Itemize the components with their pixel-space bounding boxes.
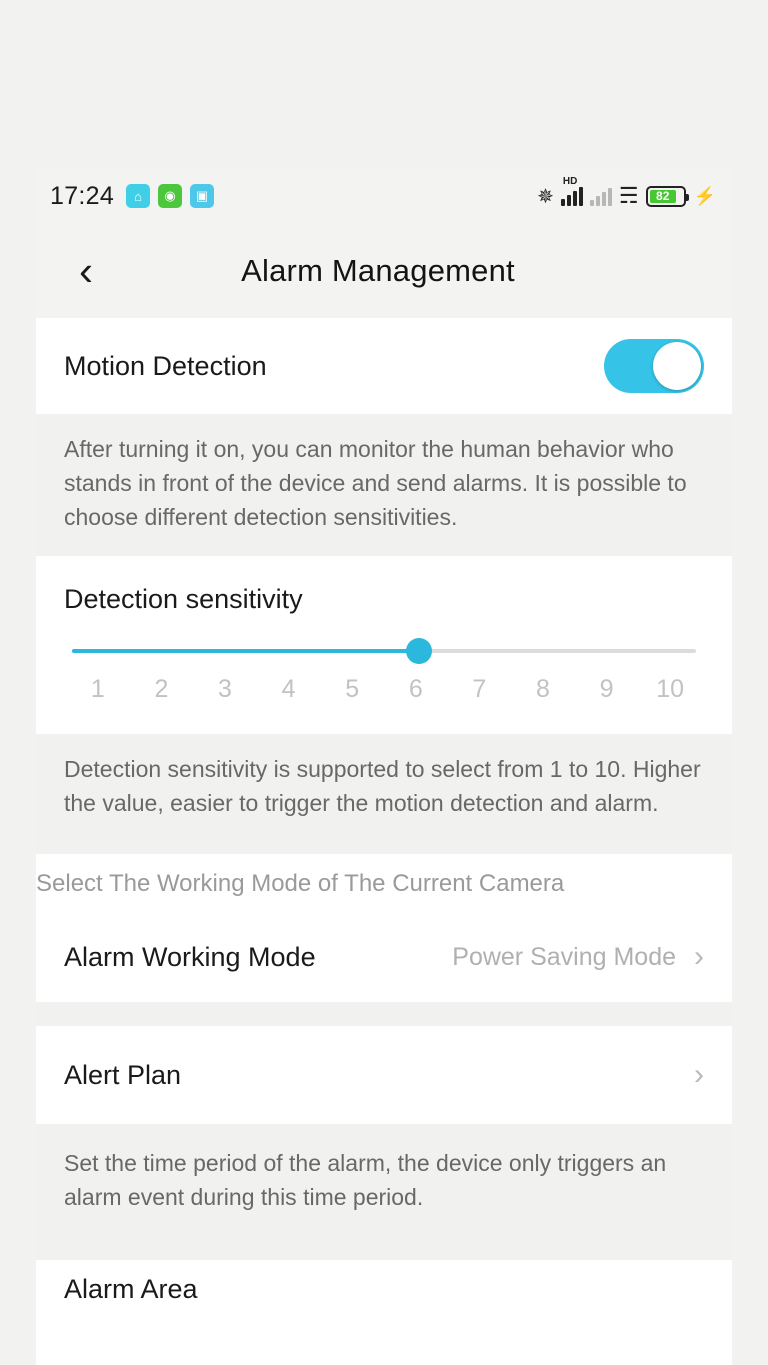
section-gap-2 xyxy=(36,1244,732,1260)
alarm-area-card xyxy=(36,1260,732,1330)
phone-screen xyxy=(36,168,732,1365)
bluetooth-icon: ✵ xyxy=(537,185,554,208)
tick-6[interactable]: 6 xyxy=(408,675,423,703)
blue-app-icon: ▣ xyxy=(190,184,214,208)
alarm-working-mode-value: Power Saving Mode xyxy=(452,942,676,971)
sensitivity-slider[interactable] xyxy=(36,615,732,653)
motion-detection-toggle[interactable] xyxy=(604,339,704,393)
slider-thumb[interactable] xyxy=(406,638,432,664)
toggle-knob xyxy=(653,342,701,390)
alarm-working-mode-label: Alarm Working Mode xyxy=(64,941,316,972)
page-title: Alarm Management xyxy=(241,253,515,288)
green-app-icon: ◉ xyxy=(158,184,182,208)
home-app-icon: ⌂ xyxy=(126,184,150,208)
status-time: 17:24 xyxy=(50,181,115,210)
alert-plan-description xyxy=(36,1124,732,1244)
alert-plan-row[interactable] xyxy=(36,1026,732,1124)
alert-plan-card xyxy=(36,1026,732,1124)
slider-track[interactable] xyxy=(72,649,696,653)
tick-5[interactable]: 5 xyxy=(345,675,360,703)
motion-detection-label: Motion Detection xyxy=(64,350,267,381)
battery-percent: 82 xyxy=(650,190,676,203)
alarm-working-mode-row[interactable] xyxy=(36,912,732,1002)
tick-8[interactable]: 8 xyxy=(536,675,550,703)
detection-sensitivity-title: Detection sensitivity xyxy=(64,584,303,614)
status-right-icons xyxy=(537,176,716,209)
charging-bolt-icon: ⚡ xyxy=(693,185,716,206)
motion-detection-description-text: After turning it on, you can monitor the human behavior who stands in front of the device and send alarms. It is possible to choose different detection sensitivities. xyxy=(64,436,687,530)
tick-1[interactable]: 1 xyxy=(90,675,105,703)
motion-detection-card xyxy=(36,318,732,414)
battery-icon xyxy=(646,186,686,207)
sensitivity-description xyxy=(36,734,732,854)
sensitivity-tick-labels xyxy=(36,653,732,734)
app-header xyxy=(36,224,732,318)
signal-strength-secondary-icon xyxy=(590,186,612,206)
alarm-area-row[interactable] xyxy=(36,1260,732,1330)
working-mode-card xyxy=(36,854,732,1002)
alarm-area-label: Alarm Area xyxy=(64,1274,198,1304)
detection-sensitivity-card xyxy=(36,556,732,734)
chevron-right-icon: › xyxy=(694,1058,704,1091)
tick-10[interactable]: 10 xyxy=(656,675,685,703)
tick-4[interactable]: 4 xyxy=(281,675,296,703)
working-mode-section-note: Select The Working Mode of The Current Camera xyxy=(36,854,732,912)
alert-plan-description-text: Set the time period of the alarm, the device only triggers an alarm event during this time period. xyxy=(64,1150,667,1210)
slider-track-fill xyxy=(72,649,419,653)
tick-9[interactable]: 9 xyxy=(599,675,614,703)
motion-detection-description xyxy=(36,414,732,556)
motion-detection-row[interactable] xyxy=(36,318,732,414)
wifi-icon: ☴ xyxy=(618,183,639,208)
tick-7[interactable]: 7 xyxy=(472,675,487,703)
tick-2[interactable]: 2 xyxy=(154,675,169,703)
signal-strength-icon xyxy=(561,176,583,206)
hd-label: HD xyxy=(562,176,578,187)
alert-plan-label: Alert Plan xyxy=(64,1059,182,1090)
back-chevron-icon[interactable]: ‹ xyxy=(79,247,93,294)
chevron-right-icon: › xyxy=(694,940,704,973)
sensitivity-description-text: Detection sensitivity is supported to select from 1 to 10. Higher the value, easier to trigger the motion detection and alarm. xyxy=(64,756,701,816)
status-left-icons xyxy=(126,184,214,208)
status-bar xyxy=(36,168,732,224)
tick-3[interactable]: 3 xyxy=(218,675,232,703)
section-gap xyxy=(36,1002,732,1026)
